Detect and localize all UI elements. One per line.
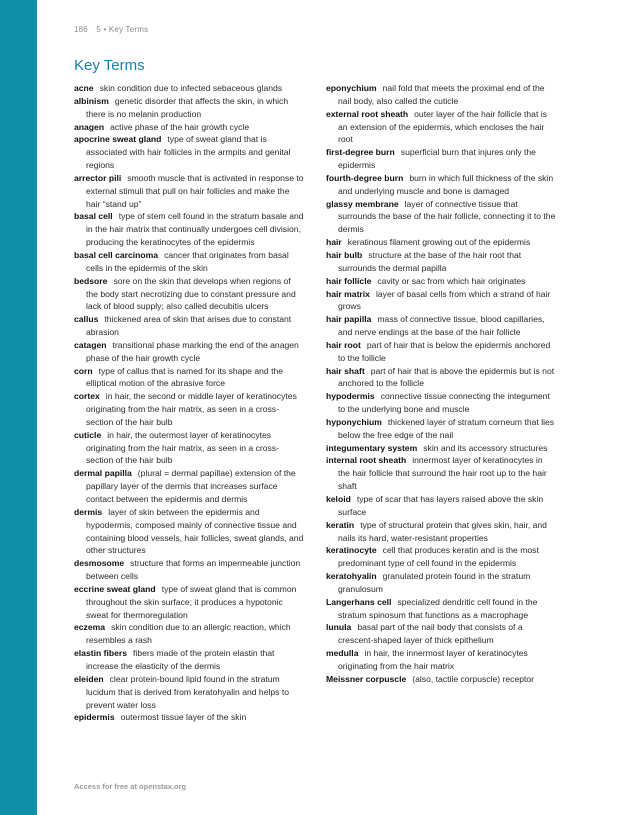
glossary-term: hypodermis [326, 391, 375, 402]
glossary-entry [326, 82, 556, 108]
glossary-term: external root sheath [326, 108, 409, 119]
glossary-entry [326, 390, 556, 416]
glossary-definition: structure that forms an impermeable junction between cells [86, 558, 301, 582]
glossary-definition: in hair, the innermost layer of keratinocytes originating from the hair matrix [338, 648, 528, 671]
glossary-definition: nail fold that meets the proximal end of the nail body, also called the cuticle [338, 83, 545, 106]
glossary-term: hair bulb [326, 249, 363, 260]
glossary-term: medulla [326, 648, 359, 659]
glossary-entry [326, 275, 556, 288]
glossary-entry [74, 249, 304, 275]
glossary-term: arrector pili [74, 172, 122, 183]
glossary-definition: skin and its accessory structures [423, 442, 548, 453]
glossary-entry [326, 493, 556, 519]
glossary-term: desmosome [74, 558, 125, 569]
glossary-term: corn [74, 365, 93, 376]
glossary-entry [326, 454, 556, 493]
glossary-term: cuticle [74, 429, 102, 440]
glossary-definition: structure at the base of the hair root that surrounds the dermal papilla [338, 249, 522, 273]
glossary-definition: thickened layer of stratum corneum that lies below the free edge of the nail [338, 416, 555, 440]
glossary-entry [74, 711, 304, 724]
glossary-definition: cancer that originates from basal cells in the epidermis of the skin [86, 249, 289, 273]
glossary-definition: (plural = dermal papillae) extension of the papillary layer of the dermis that increases surface contact between the epidermis and dermis [86, 468, 296, 504]
glossary-term: eccrine sweat gland [74, 583, 156, 594]
glossary-entry [74, 339, 304, 365]
glossary-term: basal cell carcinoma [74, 249, 159, 260]
glossary-term: eczema [74, 622, 106, 633]
glossary-definition: type of callus that is named for its shape and the elliptical motion of the abrasive force [86, 365, 284, 389]
glossary-term: anagen [74, 121, 105, 132]
glossary-entry [326, 570, 556, 596]
glossary-term: keloid [326, 494, 351, 504]
glossary-definition: outermost tissue layer of the skin [120, 712, 247, 723]
glossary-definition: active phase of the hair growth cycle [110, 121, 250, 132]
glossary-definition: skin condition due to infected sebaceous glands [99, 83, 283, 93]
glossary-term: hair shaft [326, 365, 365, 376]
side-color-bar [0, 0, 37, 815]
glossary-definition: connective tissue connecting the integument to the underlying bone and muscle [338, 391, 550, 415]
glossary-definition: type of stem cell found in the stratum basale and in the hair matrix that continually undergoes cell division, producing the keratinocytes of the epidermis [86, 211, 304, 248]
glossary-column-left [74, 82, 304, 724]
glossary-entry [326, 647, 556, 673]
glossary-definition: fibers made of the protein elastin that increase the elasticity of the dermis [86, 648, 275, 671]
glossary-entry [74, 621, 304, 647]
glossary-entry [74, 172, 304, 211]
glossary-definition: skin condition due to an allergic reaction, which resembles a rash [86, 622, 291, 646]
glossary-definition: granulated protein found in the stratum granulosum [338, 571, 531, 594]
glossary-entry [326, 313, 556, 339]
glossary-entry [326, 596, 556, 622]
glossary-term: cortex [74, 391, 100, 402]
glossary-definition: in hair, the outermost layer of keratinocytes originating from the hair matrix, as seen in a cross-section of the hair bulb [86, 429, 279, 466]
glossary-entry [74, 583, 304, 622]
glossary-definition: thickened area of skin that arises due to constant abrasion [86, 314, 292, 338]
glossary-term: eleiden [74, 673, 104, 684]
glossary-entry [74, 82, 304, 95]
glossary-term: Langerhans cell [326, 596, 392, 607]
glossary-definition: type of structural protein that gives skin, hair, and nails its hard, water-resistant properties [338, 519, 547, 543]
glossary-entry [74, 210, 304, 249]
glossary-term: integumentary system [326, 442, 418, 453]
glossary-entry [326, 288, 556, 314]
glossary-entry [74, 275, 304, 314]
glossary-term: bedsore [74, 275, 108, 286]
glossary-term: hair root [326, 339, 361, 350]
glossary-term: lunula [326, 622, 352, 633]
glossary-definition: clear protein-bound lipid found in the stratum lucidum that is derived from keratohyalin and helps to prevent water loss [86, 673, 290, 710]
glossary-term: apocrine sweat gland [74, 134, 162, 145]
glossary-entry [326, 673, 556, 686]
glossary-entry [326, 339, 556, 365]
running-header [74, 25, 148, 34]
glossary-definition: mass of connective tissue, blood capillaries, and nerve endings at the base of the hair follicle [338, 314, 545, 338]
glossary-term: basal cell [74, 211, 113, 222]
glossary-entry [74, 647, 304, 673]
glossary-term: dermal papilla [74, 468, 132, 479]
glossary-term: elastin fibers [74, 648, 128, 659]
glossary-definition: layer of connective tissue that surrounds the base of the hair follicle, connecting it to the dermis [338, 198, 556, 235]
glossary-entry [326, 172, 556, 198]
glossary-definition: sore on the skin that develops when regions of the body start necrotizing due to constant pressure and lack of blood supply; also called decubitis ulcers [86, 275, 296, 312]
glossary-definition: type of scar that has layers raised above the skin surface [338, 494, 544, 517]
page-number: 186 [74, 25, 88, 34]
section-title: Key Terms [74, 57, 145, 74]
glossary-term: hyponychium [326, 416, 382, 427]
glossary-entry [74, 673, 304, 712]
glossary-entry [326, 621, 556, 647]
glossary-definition: cell that produces keratin and is the most predominant type of cell found in the epidermis [338, 545, 539, 569]
glossary-definition: type of sweat gland that is associated with hair follicles in the armpits and genital regions [86, 134, 291, 171]
glossary-definition: layer of basal cells from which a strand of hair grows [338, 288, 551, 312]
glossary-definition: layer of skin between the epidermis and hypodermis, composed mainly of connective tissue and containing blood vessels, hair follicles, sweat glands, and other structures [86, 506, 304, 556]
glossary-term: hair matrix [326, 288, 370, 299]
glossary-entry [326, 416, 556, 442]
glossary-term: eponychium [326, 83, 377, 93]
glossary-entry [326, 198, 556, 237]
glossary-term: hair [326, 237, 342, 248]
glossary-entry [326, 236, 556, 249]
glossary-term: hair papilla [326, 314, 372, 325]
glossary-definition: part of hair that is below the epidermis anchored to the follicle [338, 339, 551, 363]
glossary-definition: burn in which full thickness of the skin and underlying muscle and bone is damaged [338, 172, 554, 196]
glossary-definition: genetic disorder that affects the skin, in which there is no melanin production [86, 95, 289, 119]
glossary-term: glassy membrane [326, 198, 399, 209]
glossary-entry [326, 249, 556, 275]
glossary-definition: innermost layer of keratinocytes in the hair follicle that surround the hair root up to the hair shaft [338, 455, 547, 492]
glossary-term: dermis [74, 506, 103, 517]
glossary-definition: outer layer of the hair follicle that is an extension of the epidermis, which encloses the hair root [338, 108, 547, 145]
glossary-entry [74, 390, 304, 429]
glossary-entry [326, 108, 556, 147]
footer-access-note: Access for free at openstax.org [74, 782, 187, 791]
glossary-definition: cavity or sac from which hair originates [377, 275, 526, 286]
glossary-entry [74, 467, 304, 506]
glossary-term: keratinocyte [326, 545, 377, 556]
glossary-definition: type of sweat gland that is common throughout the skin surface; it produces a hypotonic sweat for thermoregulation [86, 583, 297, 620]
glossary-entry [74, 95, 304, 121]
glossary-term: keratohyalin [326, 571, 377, 582]
glossary-definition: superficial burn that injures only the epidermis [338, 147, 536, 171]
glossary-definition: specialized dendritic cell found in the stratum spinosum that functions as a macrophage [338, 596, 538, 620]
glossary-entry [74, 313, 304, 339]
glossary-entry [74, 557, 304, 583]
glossary-entry [326, 519, 556, 545]
chapter-label: 5 • Key Terms [96, 25, 149, 34]
glossary-term: internal root sheath [326, 455, 407, 466]
glossary-entry [326, 146, 556, 172]
glossary-term: hair follicle [326, 275, 372, 286]
glossary-entry [74, 429, 304, 468]
glossary-entry [326, 365, 556, 391]
glossary-term: keratin [326, 519, 355, 530]
glossary-column-right [326, 82, 556, 686]
glossary-term: first-degree burn [326, 147, 395, 158]
glossary-definition: transitional phase marking the end of the anagen phase of the hair growth cycle [86, 339, 299, 363]
glossary-entry [326, 442, 556, 455]
glossary-term: catagen [74, 339, 107, 350]
glossary-definition: smooth muscle that is activated in response to external stimuli that pull on hair follicles and make the hair “stand up” [86, 172, 304, 209]
glossary-term: albinism [74, 95, 109, 106]
glossary-entry [74, 133, 304, 172]
glossary-term: callus [74, 314, 99, 325]
glossary-entry [74, 365, 304, 391]
glossary-definition: keratinous filament growing out of the epidermis [347, 237, 531, 248]
glossary-definition: part of hair that is above the epidermis but is not anchored to the follicle [338, 365, 555, 389]
glossary-entry [74, 506, 304, 557]
glossary-term: acne [74, 83, 94, 93]
glossary-term: fourth-degree burn [326, 172, 404, 183]
glossary-entry [74, 121, 304, 134]
glossary-entry [326, 544, 556, 570]
glossary-term: epidermis [74, 712, 115, 723]
glossary-term: Meissner corpuscle [326, 673, 407, 684]
glossary-definition: in hair, the second or middle layer of keratinocytes originating from the hair matrix, as seen in a cross-section of the hair bulb [86, 391, 297, 427]
glossary-definition: basal part of the nail body that consists of a crescent-shaped layer of thick epithelium [338, 622, 523, 646]
glossary-definition: (also, tactile corpuscle) receptor [412, 673, 535, 684]
